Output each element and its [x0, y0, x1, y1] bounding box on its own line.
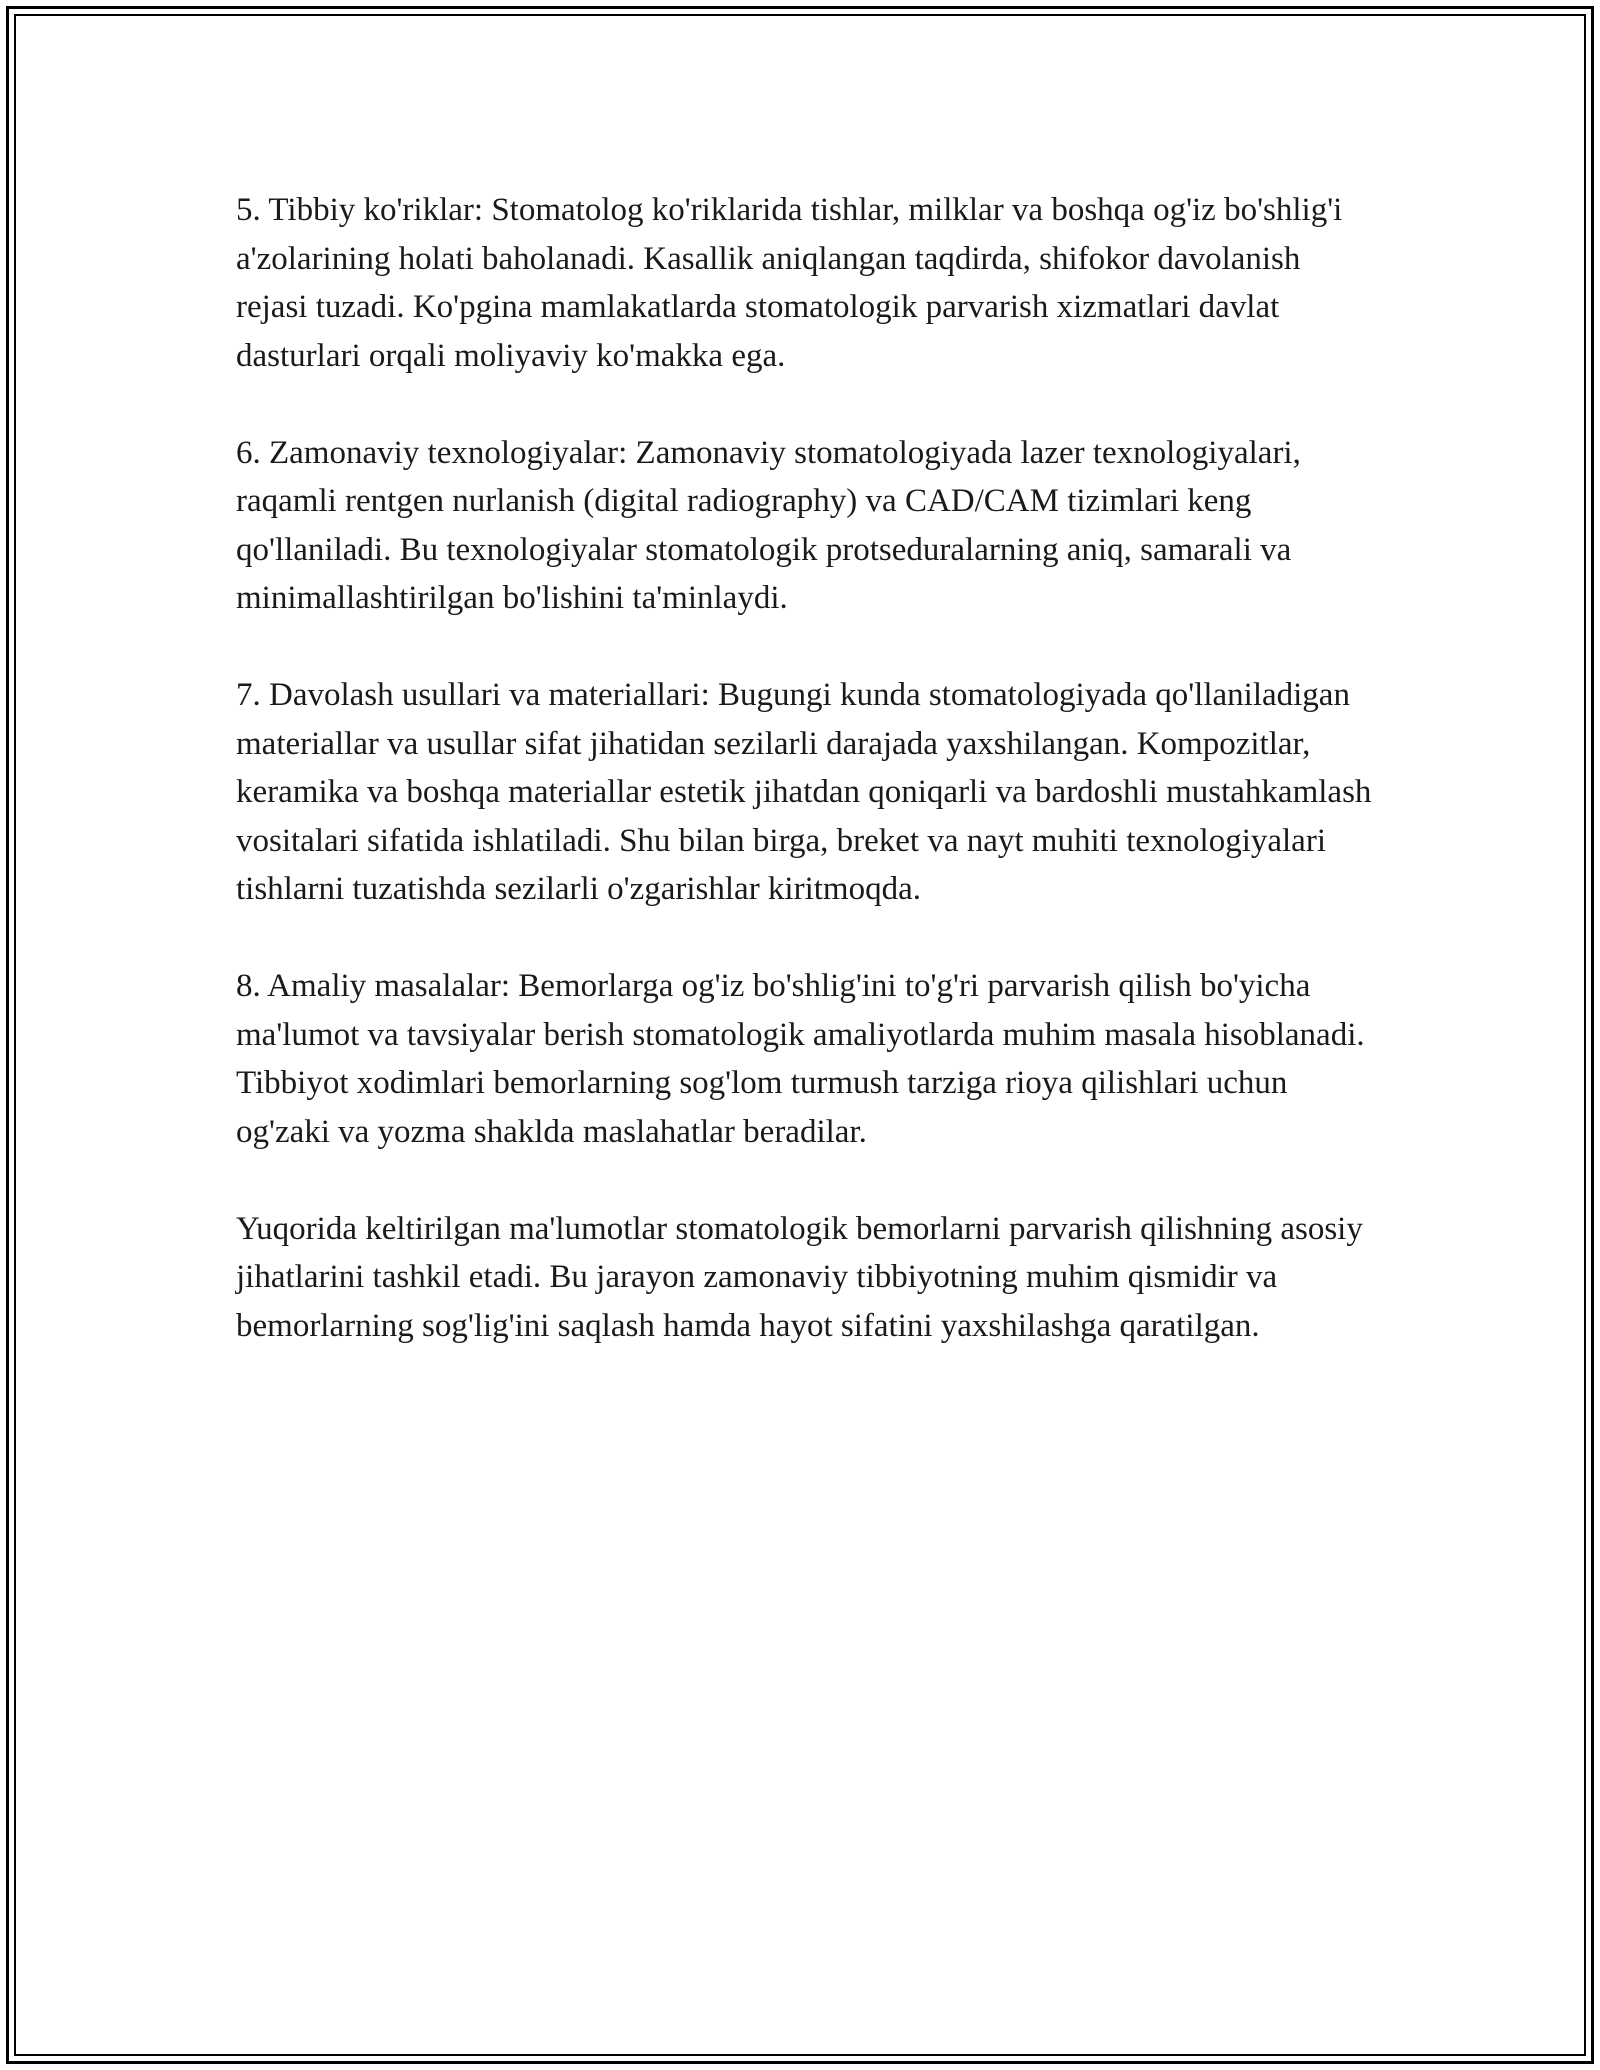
paragraph-amaliy-masalalar: 8. Amaliy masalalar: Bemorlarga og'iz bo'shlig'ini to'g'ri parvarish qilish bo'yicha ma'lumot va tavsiyalar berish stomatologik amaliyotlarda muhim masala hisoblanadi. Tibbiyot xodimlari bemorlarning sog'lom turmush tarziga rioya qilishlari uchun og'zaki va yozma shaklda maslahatlar beradilar.	[236, 968, 1365, 1150]
paragraph-zamonaviy-texnologiyalar: 6. Zamonaviy texnologiyalar: Zamonaviy stomatologiyada lazer texnologiyalari, raqamli rentgen nurlanish (digital radiography) va CAD/CAM tizimlari keng qo'llaniladi. Bu texnologiyalar stomatologik protseduralarning aniq, samarali va minimallashtirilgan bo'lishini ta'minlaydi.	[236, 434, 1301, 616]
paragraph-davolash-usullari: 7. Davolash usullari va materiallari: Bugungi kunda stomatologiyada qo'llaniladigan materiallar va usullar sifat jihatidan sezilarli darajada yaxshilangan. Kompozitlar, keramika va boshqa materiallar estetik jihatdan qoniqarli va bardoshli mustahkamlash vositalari sifatida ishlatiladi. Shu bilan birga, breket va nayt muhiti texnologiyalari tishlarni tuzatishda sezilarli o'zgarishlar kiritmoqda.	[236, 677, 1372, 907]
paragraph-conclusion: Yuqorida keltirilgan ma'lumotlar stomatologik bemorlarni parvarish qilishning asosiy jihatlarini tashkil etadi. Bu jarayon zamonaviy tibbiyotning muhim qismidir va bemorlarning sog'lig'ini saqlash hamda hayot sifatini yaxshilashga qaratilgan.	[236, 1210, 1363, 1344]
paragraph-tibbiy-koriklar: 5. Tibbiy ko'riklar: Stomatolog ko'riklarida tishlar, milklar va boshqa og'iz bo'shlig'i a'zolarining holati baholanadi. Kasallik aniqlangan taqdirda, shifokor davolanish rejasi tuzadi. Ko'pgina mamlakatlarda stomatologik parvarish xizmatlari davlat dasturlari orqali moliyaviy ko'makka ega.	[236, 192, 1343, 374]
document-body	[236, 186, 1376, 1350]
